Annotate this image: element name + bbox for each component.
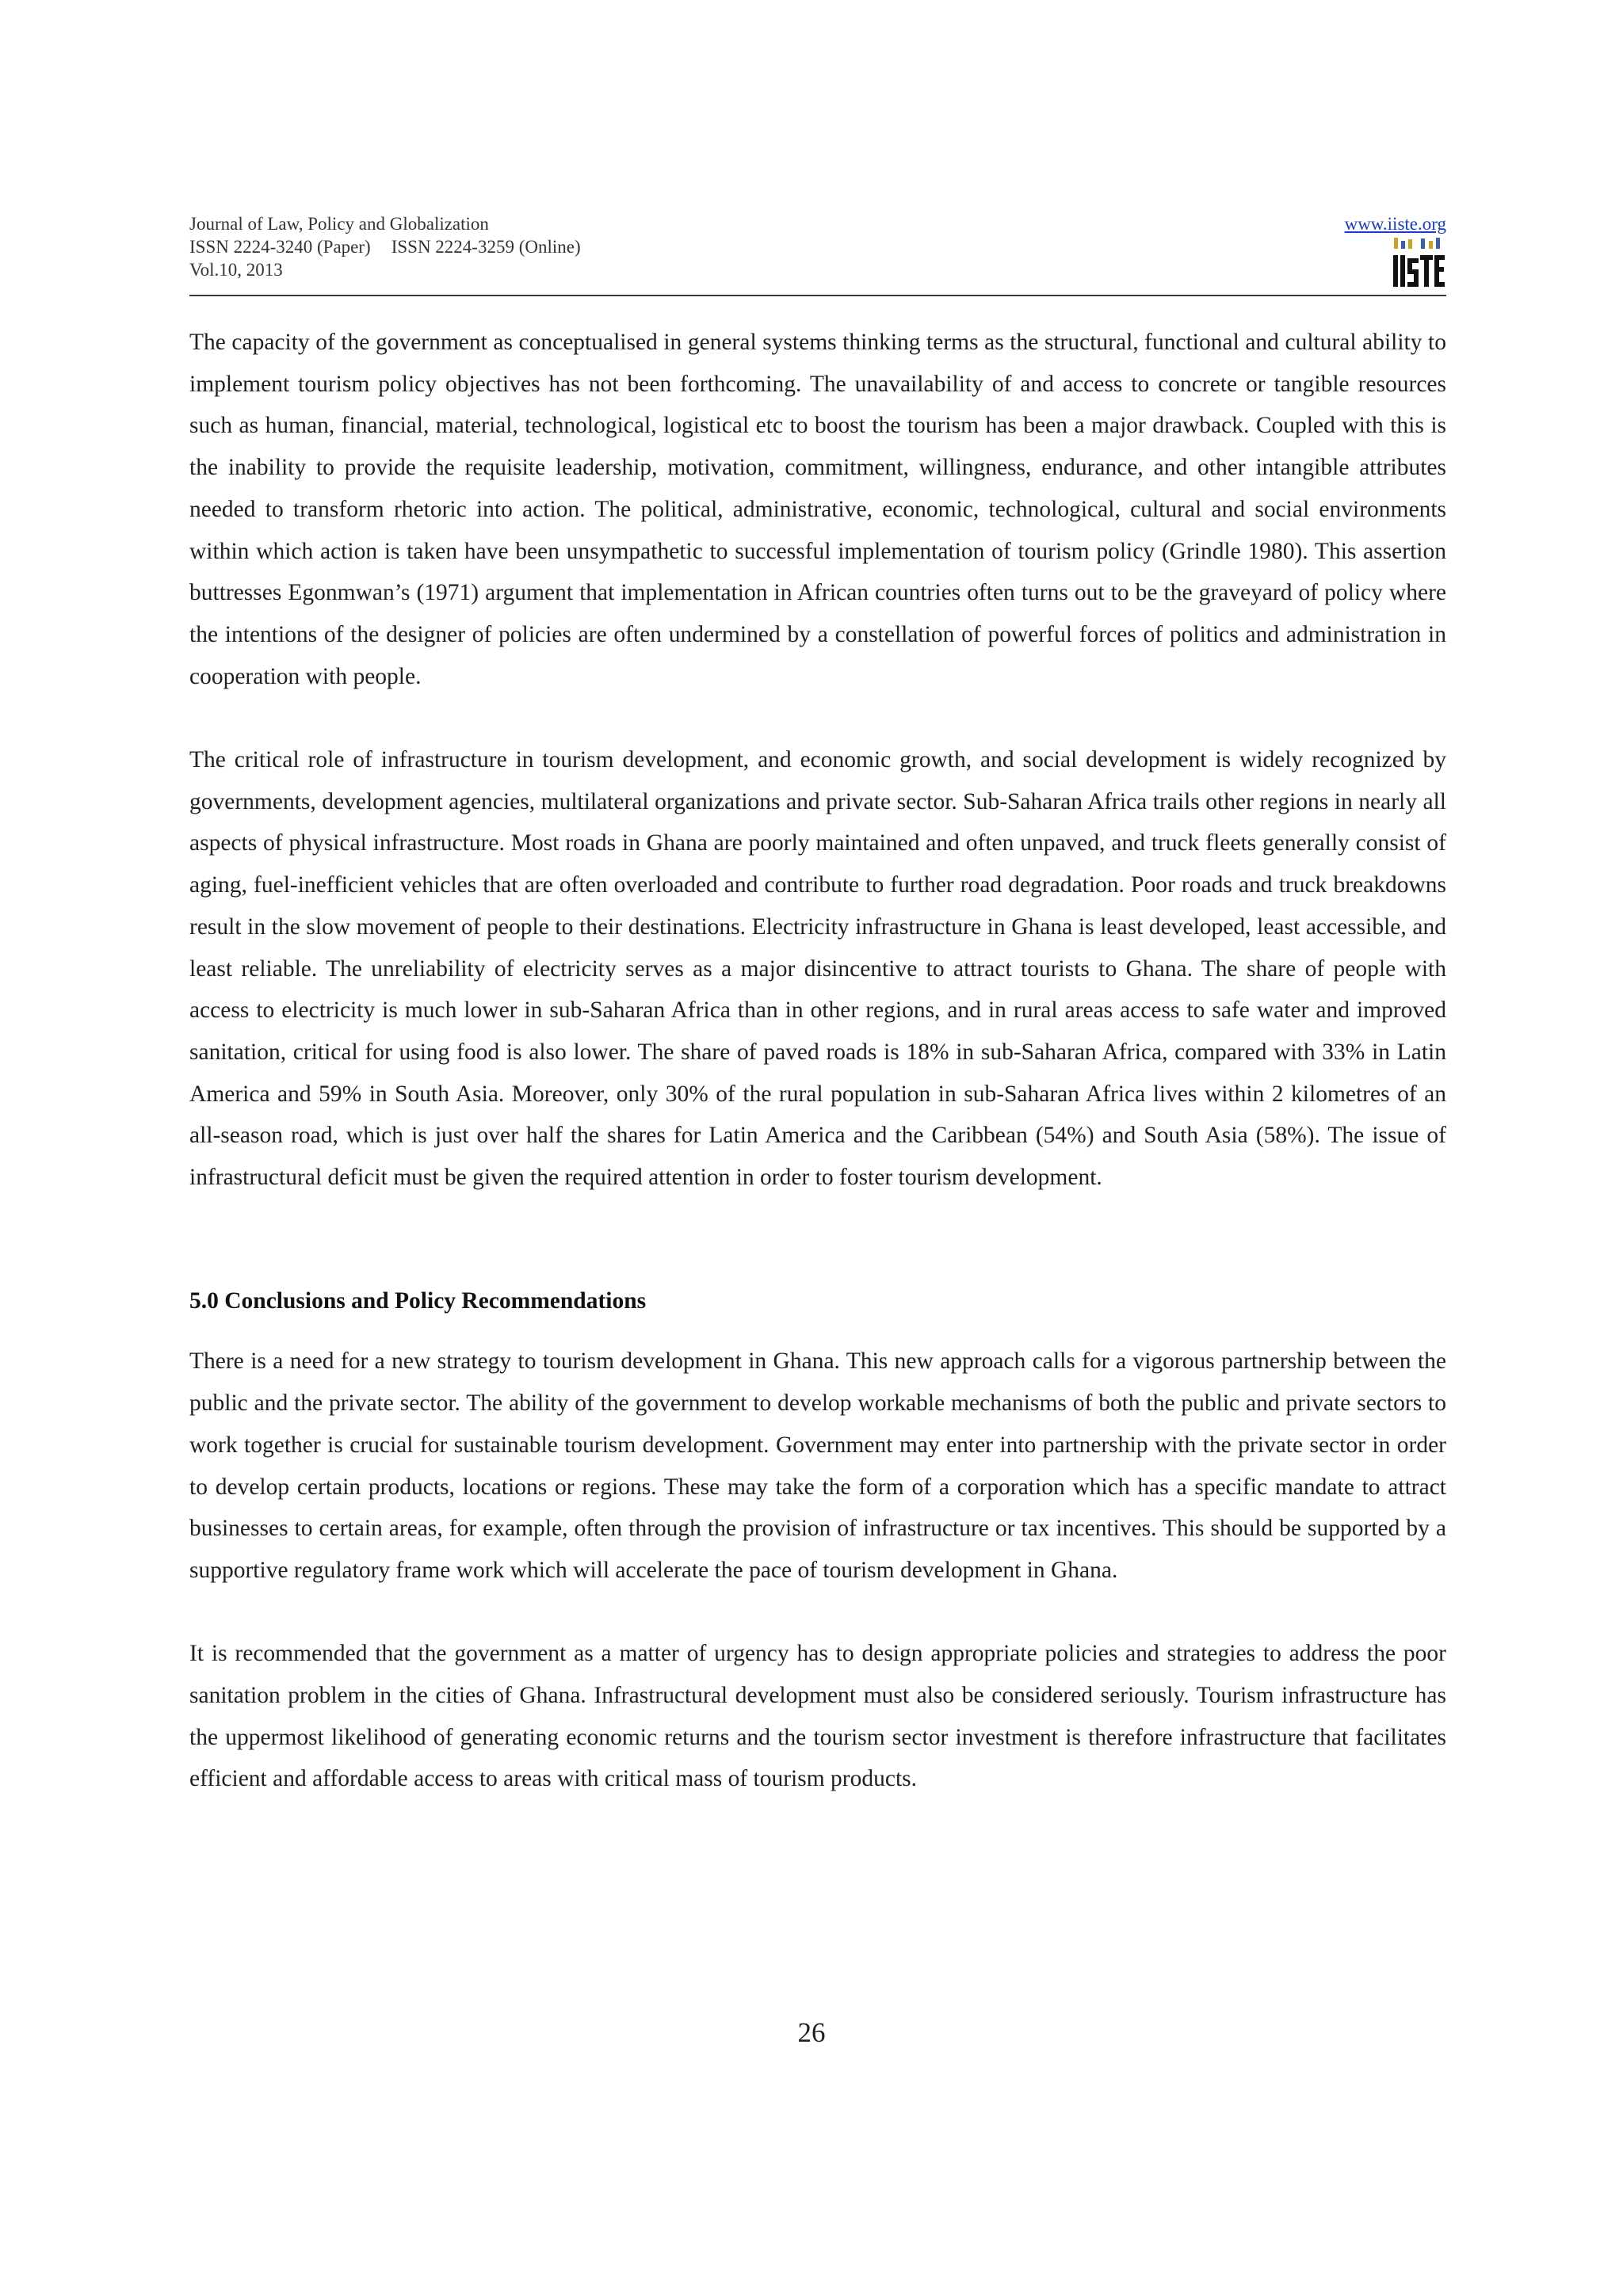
article-body (189, 322, 1446, 1800)
header-divider (189, 295, 1446, 296)
section-heading: 5.0 Conclusions and Policy Recommendations (189, 1287, 647, 1314)
body-paragraph: There is a need for a new strategy to tourism development in Ghana. This new approach calls for a vigorous partnership between the public and the private sector. The ability of the government to develop workable mechanisms of both the public and private sectors to work together is crucial for sustainable tourism development. Government may enter into partnership with the private sector in order to develop certain products, locations or regions. These may take the form of a corporation which has a specific mandate to attract businesses to certain areas, for example, often through the provision of infrastructure or tax incentives. This should be supported by a supportive regulatory frame work which will accelerate the pace of tourism development in Ghana. (189, 1348, 1446, 1583)
issn-line (189, 235, 1446, 258)
iiste-logo (1391, 236, 1446, 288)
logo-letters (1393, 255, 1445, 287)
body-paragraph: The critical role of infrastructure in tourism development, and economic growth, and social development is widely recognized by governments, development agencies, multilateral organizations and private sector. Sub-Saharan Africa trails other regions in nearly all aspects of physical infrastructure. Most roads in Ghana are poorly maintained and often unpaved, and truck fleets generally consist of aging, fuel-inefficient vehicles that are often overloaded and contribute to further road degradation. Poor roads and truck breakdowns result in the slow movement of people to their destinations. Electricity infrastructure in Ghana is least developed, least accessible, and least reliable. The unreliability of electricity serves as a major disincentive to attract tourists to Ghana. The share of people with access to electricity is much lower in sub-Saharan Africa than in other regions, and in rural areas access to safe water and improved sanitation, critical for using food is also lower. The share of paved roads is 18% in sub-Saharan Africa, compared with 33% in Latin America and 59% in South Asia. Moreover, only 30% of the rural population in sub-Saharan Africa lives within 2 kilometres of an all-season road, which is just over half the shares for Latin America and the Caribbean (54%) and South Asia (58%). The issue of infrastructural deficit must be given the required attention in order to foster tourism development. (189, 747, 1446, 1191)
body-paragraph: The capacity of the government as conceptualised in general systems thinking terms as the structural, functional and cultural ability to implement tourism policy objectives has not been forthcoming. The unavailability of and access to concrete or tangible resources such as human, financial, material, technological, logistical etc to boost the tourism has been a major drawback. Coupled with this is the inability to provide the requisite leadership, motivation, commitment, willingness, endurance, and other intangible attributes needed to transform rhetoric into action. The political, administrative, economic, technological, cultural and social environments within which action is taken have been unsympathetic to successful implementation of tourism policy (Grindle 1980). This assertion buttresses Egonmwan’s (1971) argument that implementation in African countries often turns out to be the graveyard of policy where the intentions of the designer of policies are often undermined by a constellation of powerful forces of politics and administration in cooperation with people. (189, 330, 1446, 689)
page-header (189, 212, 1446, 296)
issn-paper: ISSN 2224-3240 (Paper) (189, 237, 371, 257)
issn-online: ISSN 2224-3259 (Online) (391, 237, 581, 257)
body-paragraph: It is recommended that the government as a matter of urgency has to design appropriate policies and strategies to address the poor sanitation problem in the cities of Ghana. Infrastructural development must also be considered seriously. Tourism infrastructure has the uppermost likelihood of generating economic returns and the tourism sector investment is therefore infrastructure that facilitates efficient and affordable access to areas with critical mass of tourism products. (189, 1641, 1446, 1792)
logo-accent-marks (1394, 238, 1440, 249)
journal-website-link[interactable]: www.iiste.org (1344, 214, 1446, 234)
page-number: 26 (797, 2017, 826, 2048)
journal-title: Journal of Law, Policy and Globalization (189, 214, 489, 234)
volume-info: Vol.10, 2013 (189, 260, 283, 280)
